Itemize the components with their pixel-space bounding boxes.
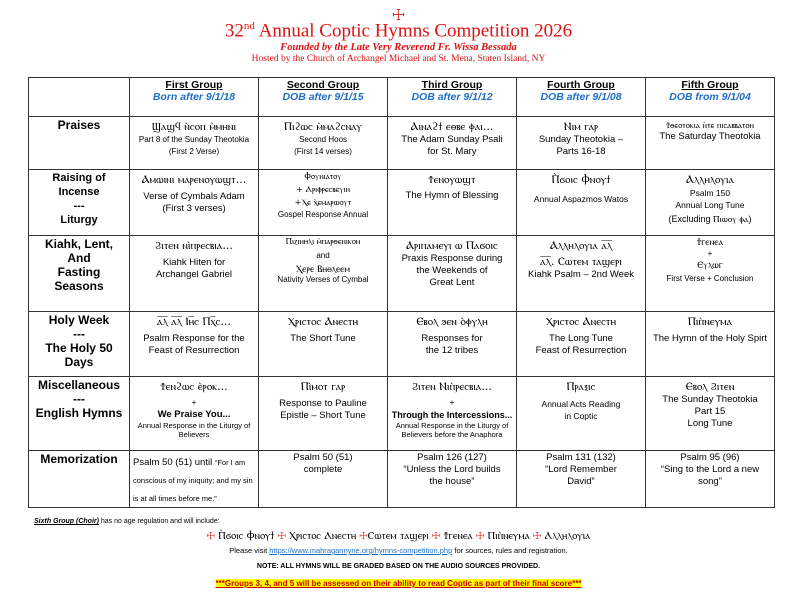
table-cell: Ⲡⲓϩⲱⲥ ⲙ̀ⲙⲁϩⲥⲛⲁⲩ Second Hoos (First 14 verses) (259, 117, 388, 170)
group-header-4: Fourth Group DOB after 9/1/08 (517, 78, 646, 117)
cross-icon: ☩ (277, 530, 286, 542)
table-cell: Psalm 50 (51) until “For I am conscious of my iniquity; and my sin is at all times before me.” (130, 451, 259, 508)
sixth-group-hymns: ☩ Ⲡ̀ϭⲟⲓⲥ Ⲫⲛⲟⲩϯ ☩ Ⲭⲣⲓⲥⲧⲟⲥ Ⲁⲛⲉⲥⲧⲏ ☩Ⲥⲱⲧⲉⲙ ⲧⲁϣⲉⲣⲓ ☩ Ϯⲅⲉⲛⲉⲁ ☩ Ⲡⲓⲡ̀ⲛⲉⲩⲙⲁ ☩ Ⲁⲗⲗⲏⲗⲟⲩⲓⲁ (206, 530, 591, 542)
table-cell: Ⲡ̀ϭⲟⲓⲥ Ⲫⲛⲟⲩϯ Annual Aspazmos Watos (517, 170, 646, 236)
table-cell: Psalm 50 (51) complete (259, 451, 388, 508)
cross-icon: ☩ (359, 530, 368, 542)
table-cell: Ⲁⲗⲗⲏⲗⲟⲩⲓⲁ ⲁ̅ⲗ̅ ⲁ̅ⲗ̅. Ⲥⲱⲧⲉⲙ ⲧⲁϣⲉⲣⲓ Kiahk Psalm – 2nd Week (517, 236, 646, 312)
table-cell: Ϯⲑⲉⲟⲧⲟⲕⲓⲁ ⲛ̀ⲧⲉ ⲡⲓⲥⲁⲃⲃⲁⲧⲟⲛ The Saturday Theotokia (646, 117, 775, 170)
table-row (29, 312, 775, 377)
table-cell: ⲁ̅ⲗ̅ ⲁ̅ⲗ̅ Ⲓⲏ̅ⲥ Ⲡⲭ̅ⲥ... Psalm Response for the Feast of Resurrection (130, 312, 259, 377)
table-cell: Ⲁⲓⲛⲁϩϯ ⲉⲑⲃⲉ ⲫⲁⲓ... The Adam Sunday Psali for St. Mary (388, 117, 517, 170)
sixth-group-note: Sixth Group (Choir) has no age regulation and will include: (34, 518, 220, 525)
table-cell: Ⲛⲓⲙ ⲅⲁⲣ Sunday Theotokia – Parts 16-18 (517, 117, 646, 170)
table-cell: Ⲫⲟⲩⲛⲓⲁⲧⲟⲩ + Ⲁⲣⲓⲫⲣⲉⲥⲃⲉⲩⲓⲛ +Ⲭⲉ ⲭ̀ⲉⲙⲁⲣⲱⲟⲩⲧ Gospel Response Annual (259, 170, 388, 236)
visit-line: Please visit https://www.mahragannyne.org/hymns-competition.php for sources, rules and registration. (229, 546, 568, 555)
assessment-note: ***Groups 3, 4, and 5 will be assessed on their ability to read Coptic as part of their final score*** (215, 579, 582, 588)
table-cell: Ⲁⲗⲗⲏⲗⲟⲩⲓⲁ Psalm 150 Annual Long Tune (Excluding Ⲡⲓⲱⲟⲩ ⲫⲁ) (646, 170, 775, 236)
table-row (29, 377, 775, 451)
table-cell: Ϯⲉⲛⲟⲩⲱϣⲧ The Hymn of Blessing (388, 170, 517, 236)
category-kiahk: Kiahk, Lent, And Fasting Seasons (29, 236, 130, 312)
group-header-1: First Group Born after 9/1/18 (130, 78, 259, 117)
table-cell: Ⲉⲃⲟⲗ Ϩⲓⲧⲉⲛ The Sunday Theotokia Part 15 Long Tune (646, 377, 775, 451)
group-header-row (29, 78, 775, 117)
founded-line: Founded by the Late Very Reverend Fr. Wissa Bessada (280, 42, 517, 53)
table-row (29, 170, 775, 236)
table-cell: Psalm 126 (127) “Unless the Lord builds the house” (388, 451, 517, 508)
cross-icon: ☩ (476, 530, 485, 542)
hymns-table (28, 77, 775, 508)
competition-link[interactable]: https://www.mahragannyne.org/hymns-competition.php (269, 546, 453, 555)
table-cell: Ⲉⲃⲟⲗ ϧⲉⲛ ⲟ̀ⲫⲩⲗⲏ Responses for the 12 tribes (388, 312, 517, 377)
cross-icon: ☩ (533, 530, 542, 542)
table-cell: Ⲡⲓ̀ⲙⲟⲧ ⲅⲁⲣ Response to Pauline Epistle – Short Tune (259, 377, 388, 451)
cross-icon: ☩ (432, 530, 441, 542)
hosted-line: Hosted by the Church of Archangel Michael and St. Mena, Staten Island, NY (251, 54, 546, 64)
category-memorization: Memorization (29, 451, 130, 508)
table-cell: Psalm 131 (132) “Lord Remember David” (517, 451, 646, 508)
table-cell: Ⲡⲓⲡ̀ⲛⲉⲩⲙⲁ The Hymn of the Holy Spirt (646, 312, 775, 377)
page-title: 32nd Annual Coptic Hymns Competition 2026 (224, 20, 573, 42)
table-cell: Ⲡⲣⲁⲝⲓⲥ Annual Acts Reading in Coptic (517, 377, 646, 451)
table-cell: Ϩⲓⲧⲉⲛ Ⲛⲓⲡ̀ⲣⲉⲥⲃⲓⲁ... + Through the Intercessions... Annual Response in the Liturgy of Believers before the Anaphora (388, 377, 517, 451)
group-header-2: Second Group DOB after 9/1/15 (259, 78, 388, 117)
grading-note: NOTE: ALL HYMNS WILL BE GRADED BASED ON THE AUDIO SOURCES PROVIDED. (256, 563, 541, 570)
corner-cell (29, 78, 130, 117)
table-cell: Ⲭⲣⲓⲥⲧⲟⲥ Ⲁⲛⲉⲥⲧⲏ The Short Tune (259, 312, 388, 377)
table-cell: Ⲁⲣⲓⲡⲁⲙⲉⲩⲓ ⲱ Ⲡⲁϭⲟⲓⲥ Praxis Response during the Weekends of Great Lent (388, 236, 517, 312)
category-incense: Raising of Incense --- Liturgy (29, 170, 130, 236)
table-cell: Ϩⲓⲧⲉⲛ ⲛⲓ̀ⲡⲣⲉⲥⲃⲓⲁ... Kiahk Hiten for Archangel Gabriel (130, 236, 259, 312)
table-row (29, 236, 775, 312)
table-cell: Ϣⲁϣϥ ⲛ̀ⲥⲟⲡ ⲙ̀ⲙⲏⲛⲓ Part 8 of the Sunday Theotokia (First 2 Verse) (130, 117, 259, 170)
table-cell: Ϯⲅⲉⲛⲉⲁ + Ⲉⲩⲗⲱⲅ First Verse + Conclusion (646, 236, 775, 312)
table-cell: Psalm 95 (96) “Sing to the Lord a new song” (646, 451, 775, 508)
table-cell: Ⲡⲓⲍⲓⲛⲏⲗⲓ ⲙ̀ⲡⲁⲣⲑⲉⲛⲓⲕⲟⲛ and Ⲭⲉⲣⲉ Ⲃⲏⲑⲗⲉⲉⲙ Nativity Verses of Cymbal (259, 236, 388, 312)
category-misc: Miscellaneous --- English Hymns (29, 377, 130, 451)
cross-icon: ☩ (391, 6, 406, 24)
table-cell: Ϯⲉⲛϩⲱⲥ ⲉ̀ⲣⲟⲕ... + We Praise You... Annual Response in the Liturgy of Believers (130, 377, 259, 451)
cross-icon: ☩ (206, 530, 215, 542)
table-row (29, 117, 775, 170)
group-header-3: Third Group DOB after 9/1/12 (388, 78, 517, 117)
table-row (29, 451, 775, 508)
category-holy-week: Holy Week --- The Holy 50 Days (29, 312, 130, 377)
category-praises: Praises (29, 117, 130, 170)
group-header-5: Fifth Group DOB from 9/1/04 (646, 78, 775, 117)
table-cell: Ⲭⲣⲓⲥⲧⲟⲥ Ⲁⲛⲉⲥⲧⲏ The Long Tune Feast of Resurrection (517, 312, 646, 377)
table-cell: Ⲁⲙⲱⲓⲛⲓ ⲙⲁⲣⲉⲛⲟⲩⲱϣⲧ... Verse of Cymbals Adam (First 3 verses) (130, 170, 259, 236)
